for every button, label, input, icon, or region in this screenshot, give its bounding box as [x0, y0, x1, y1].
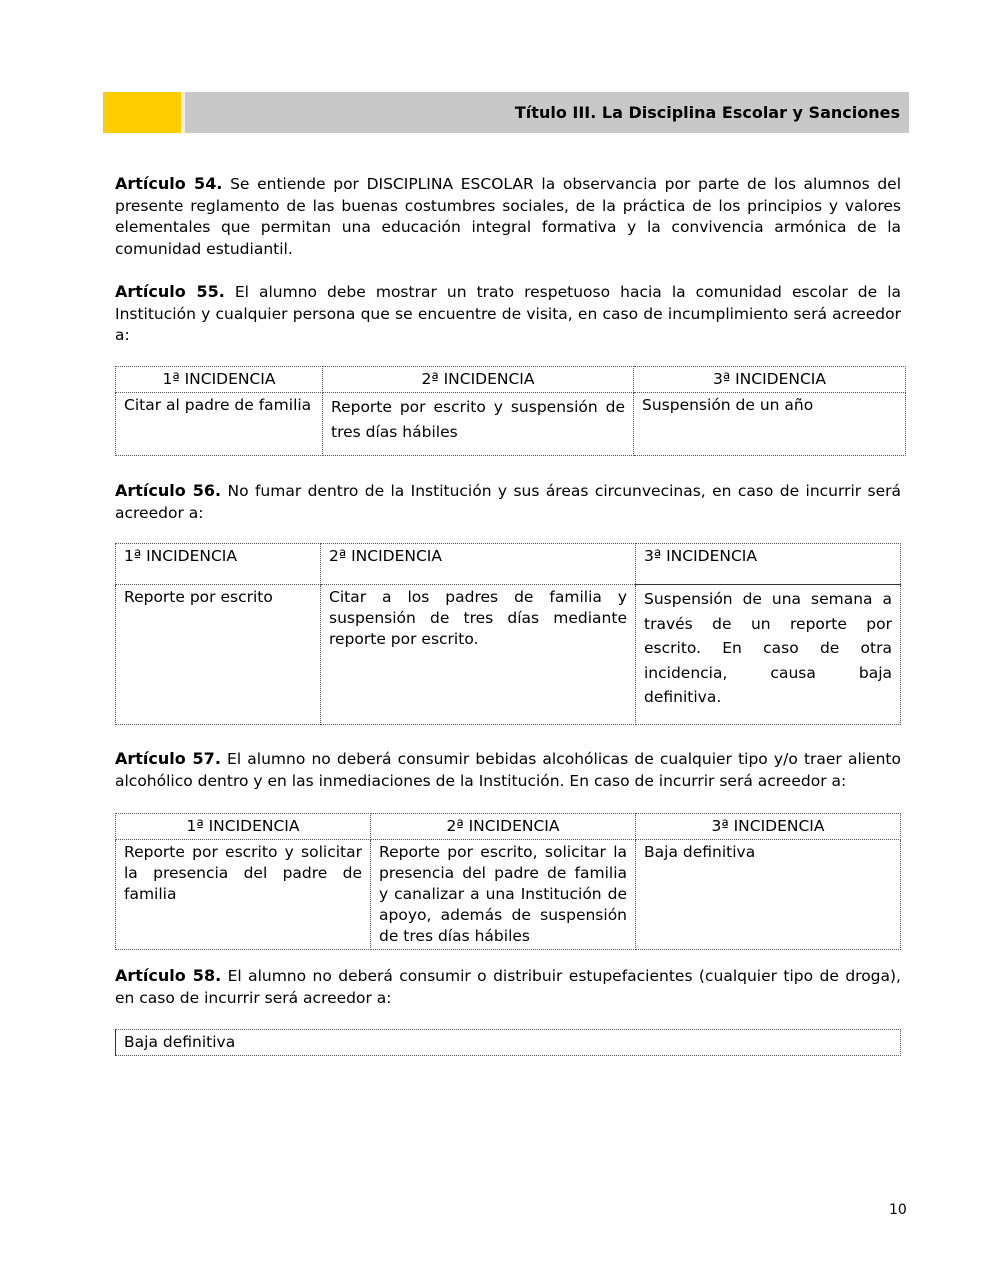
article-58	[115, 965, 901, 1009]
table-article-57	[115, 813, 901, 950]
table-header: 2ª INCIDENCIA	[323, 367, 634, 393]
section-title: Título III. La Disciplina Escolar y Sanciones	[514, 103, 900, 122]
article-56	[115, 480, 901, 524]
article-label: Artículo 58.	[115, 966, 222, 985]
table-cell: Citar al padre de familia	[116, 393, 323, 456]
article-label: Artículo 54.	[115, 174, 223, 193]
article-55	[115, 281, 901, 347]
article-text: El alumno debe mostrar un trato respetuoso hacia la comunidad escolar de la Institución y cualquier persona que se encuentre de visita, en caso de incumplimiento será acreedor a:	[115, 283, 901, 344]
table-cell: Reporte por escrito y suspensión de tres días hábiles	[323, 393, 634, 456]
table-header: 2ª INCIDENCIA	[321, 544, 636, 585]
article-text: Se entiende por DISCIPLINA ESCOLAR la observancia por parte de los alumnos del presente reglamento de las buenas costumbres sociales, de la práctica de los principios y valores elementales que permitan una educación integral formativa y la convivencia armónica de la comunidad estudiantil.	[115, 175, 902, 258]
table-cell: Reporte por escrito y solicitar la presencia del padre de familia	[116, 840, 371, 950]
table-header: 1ª INCIDENCIA	[116, 814, 371, 840]
table-header: 2ª INCIDENCIA	[371, 814, 636, 840]
article-text: El alumno no deberá consumir bebidas alcohólicas de cualquier tipo y/o traer aliento alcohólico dentro y en las inmediaciones de la Institución. En caso de incurrir será acreedor a:	[115, 750, 901, 790]
table-article-56	[115, 543, 901, 725]
table-header: 1ª INCIDENCIA	[116, 544, 321, 585]
article-label: Artículo 55.	[115, 282, 225, 301]
table-cell: Reporte por escrito	[116, 585, 321, 725]
article-text: El alumno no deberá consumir o distribuir estupefacientes (cualquier tipo de droga), en caso de incurrir será acreedor a:	[115, 967, 901, 1007]
table-cell: Suspensión de un año	[634, 393, 906, 456]
table-header: 1ª INCIDENCIA	[116, 367, 323, 393]
table-header: 3ª INCIDENCIA	[634, 367, 906, 393]
table-article-55	[115, 366, 906, 456]
table-cell: Baja definitiva	[116, 1030, 901, 1056]
article-54	[115, 173, 901, 260]
table-cell: Citar a los padres de familia y suspensión de tres días mediante reporte por escrito.	[321, 585, 636, 725]
table-header: 3ª INCIDENCIA	[636, 544, 901, 585]
table-article-58	[115, 1029, 901, 1056]
article-label: Artículo 56.	[115, 481, 222, 500]
article-label: Artículo 57.	[115, 749, 221, 768]
article-text: No fumar dentro de la Institución y sus áreas circunvecinas, en caso de incurrir será acreedor a:	[115, 482, 902, 522]
table-cell: Reporte por escrito, solicitar la presencia del padre de familia y canalizar a una Institución de apoyo, además de suspensión de tres días hábiles	[371, 840, 636, 950]
header-accent	[103, 92, 181, 133]
table-header: 3ª INCIDENCIA	[636, 814, 901, 840]
table-cell: Suspensión de una semana a través de un reporte por escrito. En caso de otra incidencia, causa baja definitiva.	[636, 585, 901, 725]
page-number: 10	[889, 1202, 907, 1218]
table-cell: Baja definitiva	[636, 840, 901, 950]
article-57	[115, 748, 901, 792]
